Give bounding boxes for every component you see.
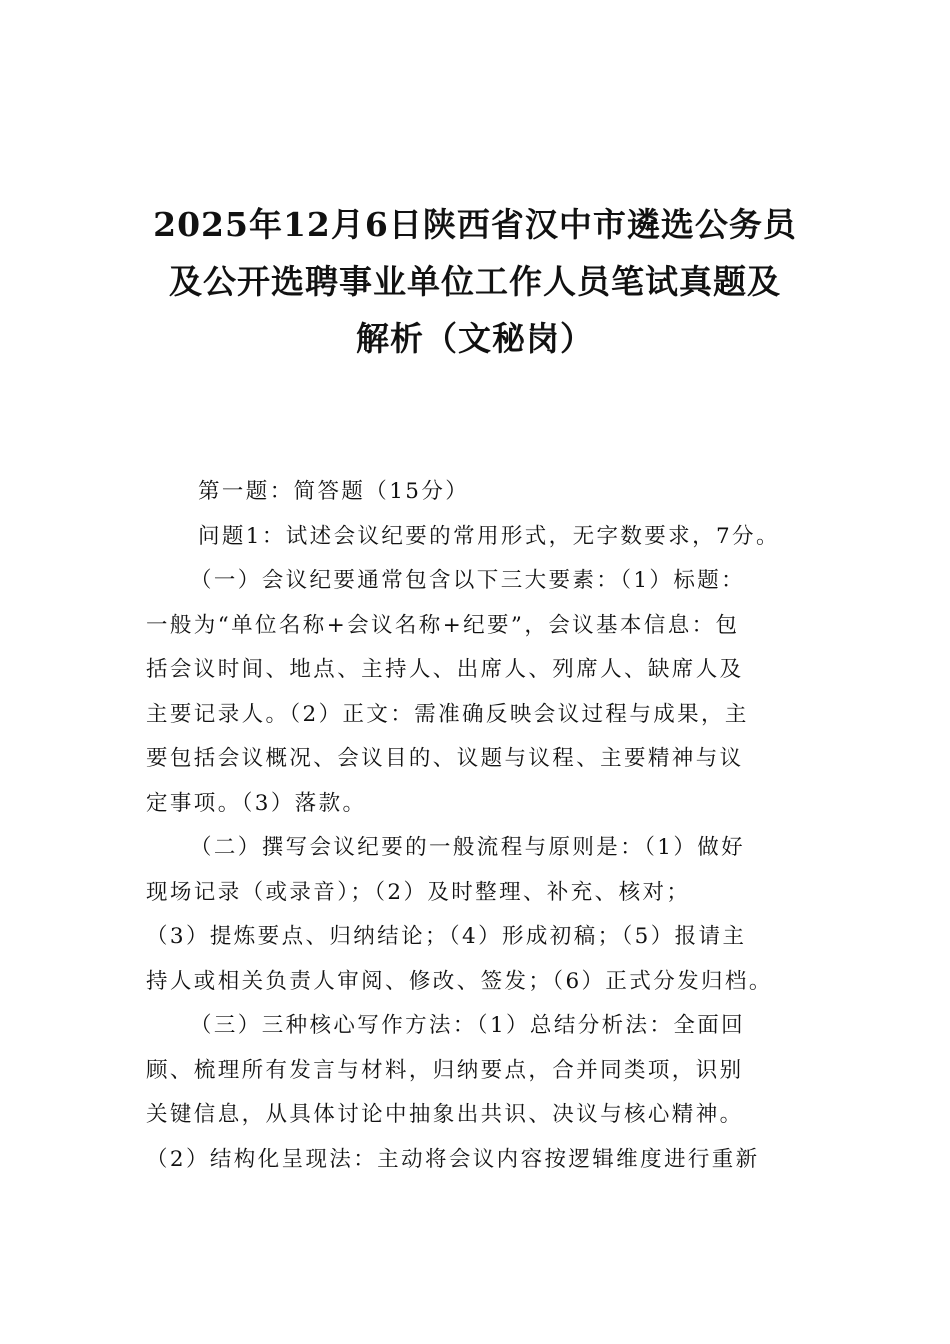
paragraph-line: （三）三种核心写作方法：（1）总结分析法：全面回 (190, 1013, 746, 1038)
paragraph-line: （二）撰写会议纪要的一般流程与原则是：（1）做好 (190, 835, 746, 860)
document-title (140, 196, 810, 367)
paragraph-line: （2）结构化呈现法：主动将会议内容按逻辑维度进行重新 (146, 1146, 760, 1172)
paragraph-line: 持人或相关负责人审阅、修改、签发；（6）正式分发归档。 (146, 968, 773, 994)
document-body (146, 470, 806, 1182)
paragraph-line: （3）提炼要点、归纳结论；（4）形成初稿；（5）报请主 (146, 924, 747, 949)
paragraph-line: 关键信息，从具体讨论中抽象出共识、决议与核心精神。 (146, 1102, 744, 1127)
question-line: 问题1：试述会议纪要的常用形式，无字数要求，7分。 (198, 523, 780, 549)
paragraph-line: 现场记录（或录音）；（2）及时整理、补充、核对； (146, 879, 691, 905)
paragraph-line: 括会议时间、地点、主持人、出席人、列席人、缺席人及 (146, 657, 744, 682)
paragraph-line: 顾、梳理所有发言与材料，归纳要点，合并同类项，识别 (146, 1057, 744, 1083)
paragraph-line: 要包括会议概况、会议目的、议题与议程、主要精神与议 (146, 746, 744, 771)
section-heading: 第一题：简答题（15分） (198, 479, 470, 504)
paragraph-line: （一）会议纪要通常包含以下三大要素：（1）标题： (190, 568, 746, 593)
title-line-1: 2025年12月6日陕西省汉中市遴选公务员 (153, 205, 797, 244)
paragraph-line: 一般为“单位名称+会议名称+纪要”，会议基本信息：包 (146, 612, 740, 638)
paragraph-line: 定事项。（3）落款。 (146, 790, 367, 816)
paragraph-line: 主要记录人。（2）正文：需准确反映会议过程与成果，主 (146, 701, 749, 727)
title-line-3: 解析（文秘岗） (356, 319, 594, 358)
title-line-2: 及公开选聘事业单位工作人员笔试真题及 (169, 262, 781, 301)
